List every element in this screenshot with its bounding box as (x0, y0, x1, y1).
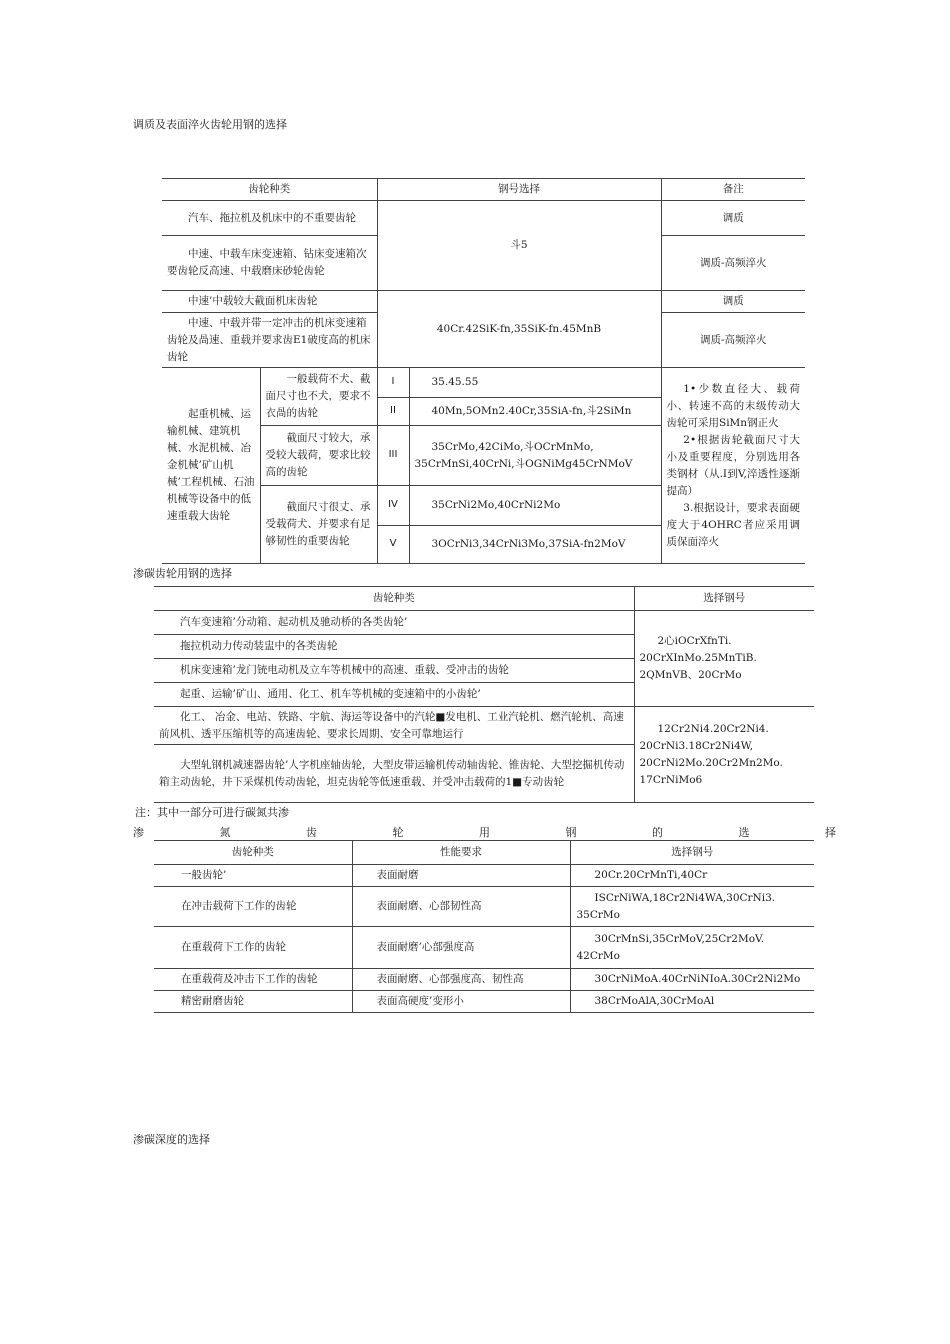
section-title-carburized-gear-steel: 渗碳齿轮用钢的选择 (133, 567, 232, 580)
load-condition-cell: 截面尺寸很丈、承受载荷犬、并要求有足够韧性的重要齿轮 (260, 486, 377, 564)
header-performance: 性能要求 (352, 841, 570, 865)
steel-cell (570, 887, 814, 927)
title-char: 用 (479, 826, 490, 839)
remark-cell: 调质 (661, 291, 805, 313)
remark-cell: 调质-高频淬火 (661, 313, 805, 368)
remark-item: 3.根据设计，要求表面硬度大于4OHRC者应采用调质保面淬火 (666, 501, 800, 548)
section-title-nitrided-gear-steel (133, 824, 836, 842)
steel-cell: 40Cr.42SiK-fn,35SiK-fn.45MnB (377, 291, 661, 368)
gear-type-cell: 中速’中载较大截面机床齿轮 (162, 291, 377, 313)
gear-type-cell: 中速、中载车床变速箱、钻床变速箱次要齿轮反高速、中载磨床砂轮齿轮 (162, 236, 377, 291)
grade-label: V (377, 526, 409, 564)
remark-cell: 调质-高频淬火 (661, 236, 805, 291)
remarks-cell (661, 368, 805, 564)
gear-type-cell: 一般齿轮’ (154, 865, 352, 887)
steel-line: 2QMnVB、20CrMo (639, 669, 742, 681)
carburized-gear-steel-table (154, 586, 814, 803)
grade-steel: 3OCrNi3,34CrNi3Mo,37SiA-fn2MoV (409, 526, 661, 564)
heavy-machinery-group: 起重机械、运输机械、建筑机械、水泥机械、冶金机械’矿山机械’工程机械、石油机械等设备中的低速重载大齿轮 (162, 368, 260, 564)
steel-choice-cell (634, 611, 814, 707)
steel-line: 12Cr2Ni4.20Cr2Ni4. (657, 722, 769, 735)
header-steel-choice: 选择钢号 (634, 587, 814, 611)
gear-type-cell: 化工、 冶金、电站、铁路、宇航、海运等设备中的汽轮■发电机、工业汽轮机、燃汽轮机、高速前风机、透平压缩机等的高速齿轮、要求长周期、安全可靠地运行 (154, 707, 634, 745)
title-char: 渗 (133, 826, 144, 839)
title-char: 选 (738, 826, 750, 839)
steel-line: 17CrNiMo6 (639, 773, 703, 786)
performance-cell: 表面耐磨、心部强度高、韧性高 (352, 969, 570, 991)
title-char: 的 (652, 826, 663, 839)
grade-label: II (377, 398, 409, 426)
title-char: 氮 (219, 826, 231, 839)
gear-type-cell: 中速、中载并带一定冲击的机床变速箱齿轮及咼速、重载并要求齿E1破度高的机床齿轮 (162, 313, 377, 368)
steel-cell: 斗5 (377, 201, 661, 291)
title-char: 钢 (565, 826, 577, 839)
header-steel-choice: 选择钢号 (570, 841, 814, 865)
title-char: 择 (825, 826, 836, 839)
performance-cell: 表面耐磨、心部韧性高 (352, 887, 570, 927)
steel-line: 20CrXInMo.25MnTiB. (639, 652, 757, 664)
grade-steel: 35CrNi2Mo,40CrNi2Mo (409, 486, 661, 526)
header-gear-type: 齿轮种类 (162, 179, 377, 201)
load-condition-cell: 一般载荷不犬、截面尺寸也不犬，要求不衣咼的齿轮 (260, 368, 377, 426)
steel-line: ISCrNiWA,18Cr2Ni4WA,30CrNi3. (594, 891, 776, 904)
grade-label: III (377, 426, 409, 486)
quenched-gear-steel-table (162, 178, 805, 564)
section-title-carburizing-depth: 渗碳深度的选择 (133, 1133, 210, 1146)
steel-cell: 38CrMoAlA,30CrMoAl (570, 991, 814, 1013)
header-gear-type: 齿轮种类 (154, 587, 634, 611)
steel-cell (570, 927, 814, 969)
gear-type-cell: 大型轧钢机减速器齿轮’人字机座轴齿轮，大型皮带运输机传动轴齿轮、锥齿轮、大型挖掘机传动箱主动齿轮，井下采煤机传动齿轮，坦克齿轮等低速重载、并受冲击载荷的1■专动齿轮 (154, 745, 634, 803)
steel-cell: 20Cr.20CrMnTi,40Cr (570, 865, 814, 887)
steel-line: 30CrMnSi,35CrMoV,25Cr2MoV. (594, 932, 765, 945)
steel-cell: 30CrNiMoA.40CrNiNIoA.30Cr2Ni2Mo (570, 969, 814, 991)
gear-type-cell: 在重载荷下工作的齿轮 (154, 927, 352, 969)
title-char: 齿 (306, 826, 317, 839)
grade-label: IV (377, 486, 409, 526)
performance-cell: 表面高硬度’变形小 (352, 991, 570, 1013)
steel-choice-cell (634, 707, 814, 803)
grade-steel (409, 426, 661, 486)
grade-label: I (377, 368, 409, 398)
gear-type-cell: 精密耐磨齿轮 (154, 991, 352, 1013)
steel-line: 42CrMo (576, 949, 620, 962)
title-char: 轮 (392, 826, 404, 839)
gear-type-cell: 汽车、拖拉机及机床中的不重要齿轮 (162, 201, 377, 236)
gear-type-cell: 机床变速箱’龙门铳电动机及立车等机械中的高速、重载、受冲击的齿轮 (154, 659, 634, 683)
performance-cell: 表面耐磨’心部强度高 (352, 927, 570, 969)
grade-steel: 40Mn,5OMn2.40Cr,35SiA-fn,斗2SiMn (409, 398, 661, 426)
steel-line: 20CrNi2Mo.20Cr2Mn2Mo. (639, 756, 783, 769)
load-condition-cell: 截面尺寸较大，承受较大载荷，要求比较高的齿轮 (260, 426, 377, 486)
section-title-quenched-gear-steel: 调质及表面淬火齿轮用钢的选择 (133, 118, 287, 131)
remark-item: 2•根据齿轮截面尺寸大小及重要程度，分别选用各类钢材（从.I到V,淬透性逐渐提高） (666, 433, 800, 497)
header-steel-choice: 钢号选择 (377, 179, 661, 201)
gear-type-cell: 在冲击载荷下工作的齿轮 (154, 887, 352, 927)
footnote: 注：其中一部分可进行碳氮共渗 (135, 806, 289, 819)
steel-line: 35CrMnSi,40CrNi,斗OGNiMg45CrNMoV (414, 457, 633, 470)
header-gear-type: 齿轮种类 (154, 841, 352, 865)
gear-type-cell: 在重载荷及冲击下工作的齿轮 (154, 969, 352, 991)
steel-line: 35CrMo,42CiMo,斗OCrMnMo, (431, 440, 594, 453)
nitrided-gear-steel-table (154, 840, 814, 1013)
gear-type-cell: 起重、运输’矿山、通用、化工、机车等机械的变速箱中的小齿轮’ (154, 683, 634, 707)
remark-item: 1•少数直径大、载荷小、转速不高的末级传动大齿轮可采用SiMn钢正火 (666, 382, 800, 429)
steel-line: 35CrMo (576, 908, 620, 921)
steel-line: 2心iOCrXfnTi. (657, 635, 732, 647)
header-remarks: 备注 (661, 179, 805, 201)
gear-type-cell: 汽车变速箱’分动箱、起动机及驰动桥的各类齿轮’ (154, 611, 634, 635)
performance-cell: 表面耐磨 (352, 865, 570, 887)
steel-line: 20CrNi3.18Cr2Ni4W, (639, 739, 754, 752)
grade-steel: 35.45.55 (409, 368, 661, 398)
gear-type-cell: 拖拉机动力传动装盅中的各类齿轮 (154, 635, 634, 659)
remark-cell: 调质 (661, 201, 805, 236)
